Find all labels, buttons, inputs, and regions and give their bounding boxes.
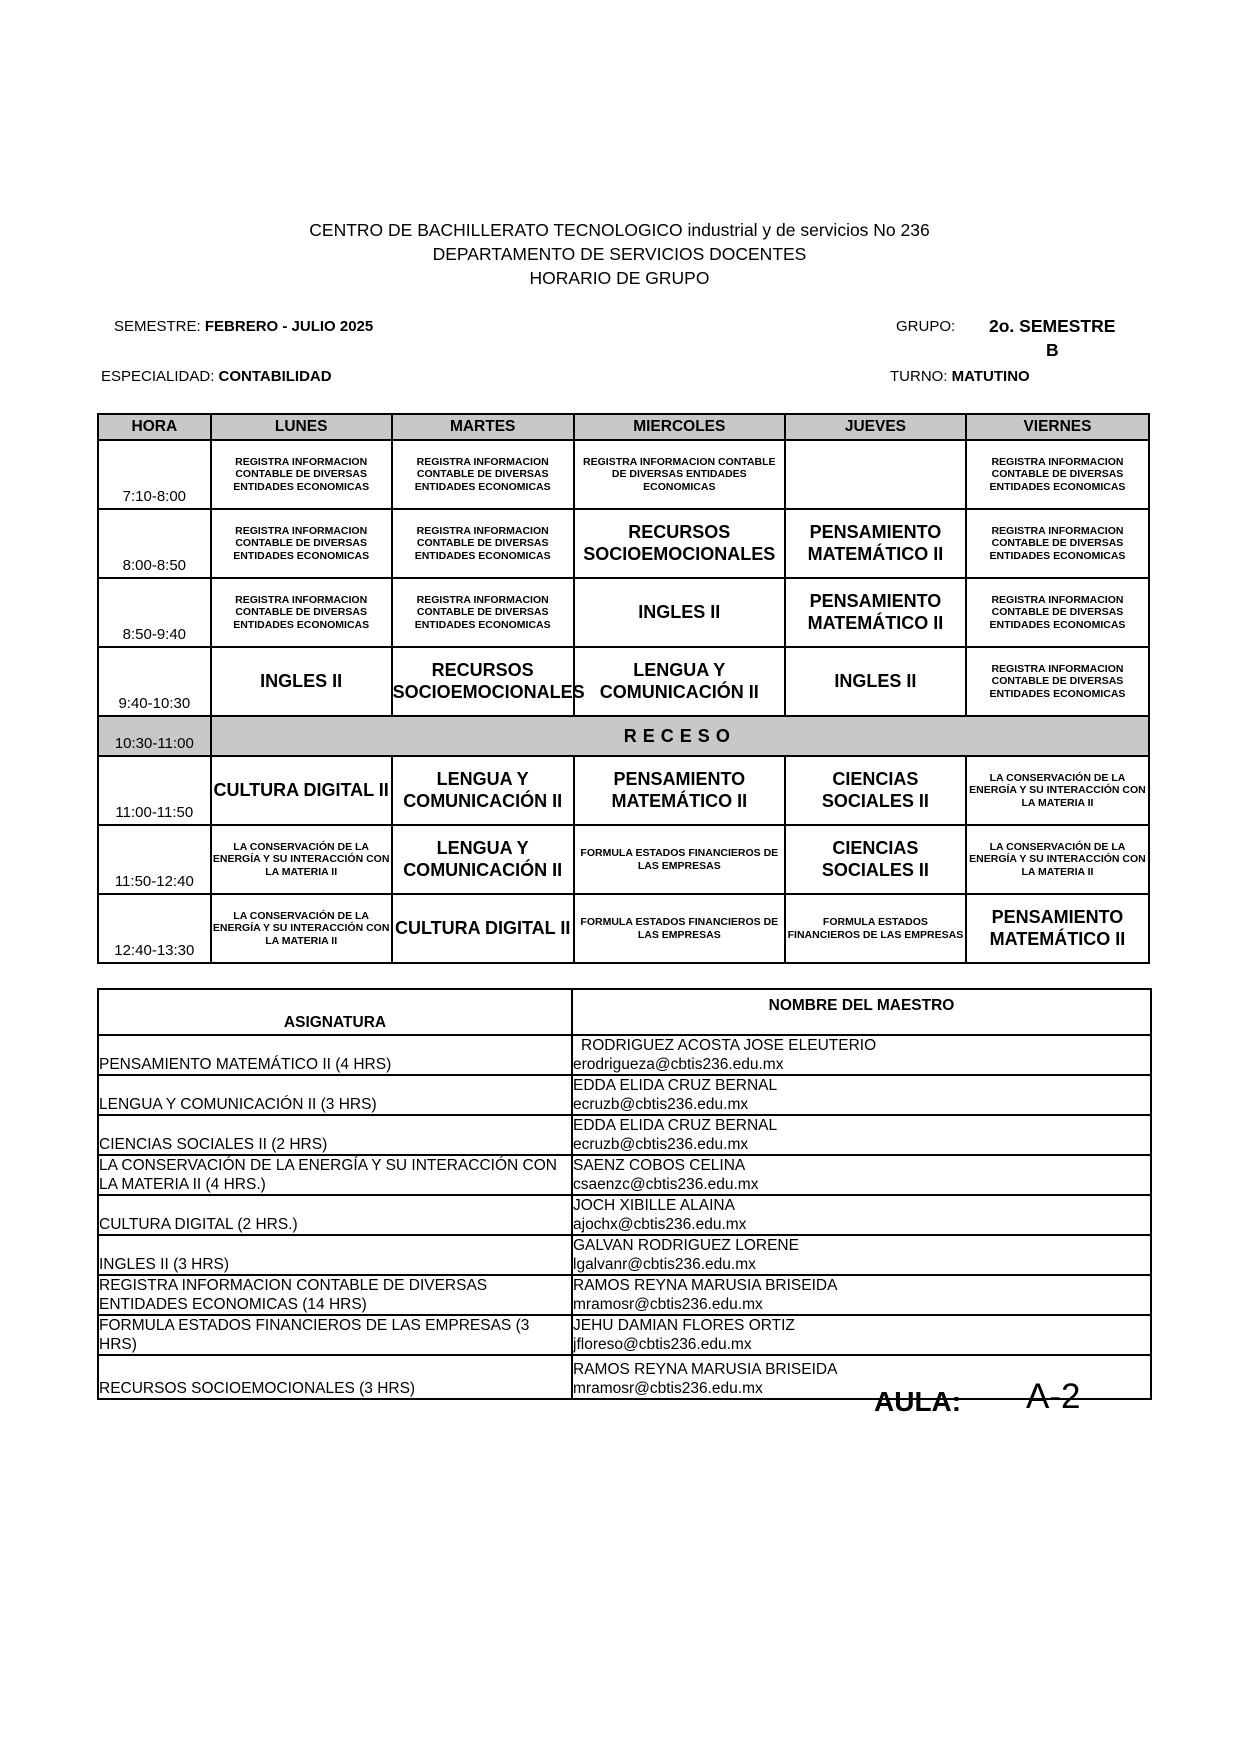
schedule-header-row	[98, 414, 1149, 440]
aula-value: A-2	[1026, 1377, 1081, 1416]
maestro-email: jfloreso@cbtis236.edu.mx	[573, 1336, 752, 1353]
class-cell: REGISTRA INFORMACION CONTABLE DE DIVERSAS ENTIDADES ECONOMICAS	[574, 440, 785, 509]
class-cell: FORMULA ESTADOS FINANCIEROS DE LAS EMPRESAS	[574, 825, 785, 894]
class-cell: PENSAMIENTO MATEMÁTICO II	[966, 894, 1149, 963]
asignatura-cell: RECURSOS SOCIOEMOCIONALES (3 HRS)	[98, 1355, 572, 1399]
class-cell: CIENCIAS SOCIALES II	[785, 756, 966, 825]
class-cell-empty	[785, 440, 966, 509]
class-cell: REGISTRA INFORMACION CONTABLE DE DIVERSAS ENTIDADES ECONOMICAS	[966, 578, 1149, 647]
teacher-row	[98, 1075, 1151, 1115]
asignatura-cell: PENSAMIENTO MATEMÁTICO II (4 HRS)	[98, 1035, 572, 1075]
asignatura-cell: INGLES II (3 HRS)	[98, 1235, 572, 1275]
grupo-value-semestre: 2o. SEMESTRE	[989, 316, 1116, 336]
hora-cell: 12:40-13:30	[98, 894, 211, 963]
schedule-row	[98, 894, 1149, 963]
receso-label: RECESO	[211, 716, 1149, 756]
schedule-row	[98, 825, 1149, 894]
turno-label: TURNO:	[890, 368, 948, 385]
maestro-name: RAMOS REYNA MARUSIA BRISEIDA	[573, 1361, 838, 1378]
maestro-email: lgalvanr@cbtis236.edu.mx	[573, 1256, 756, 1273]
maestro-name: RODRIGUEZ ACOSTA JOSE ELEUTERIO	[581, 1037, 877, 1054]
class-cell: LA CONSERVACIÓN DE LA ENERGÍA Y SU INTERACCIÓN CON LA MATERIA II	[211, 825, 392, 894]
class-cell: REGISTRA INFORMACION CONTABLE DE DIVERSAS ENTIDADES ECONOMICAS	[966, 509, 1149, 578]
maestro-cell	[572, 1315, 1151, 1355]
class-cell: REGISTRA INFORMACION CONTABLE DE DIVERSAS ENTIDADES ECONOMICAS	[392, 440, 574, 509]
header-department: DEPARTAMENTO DE SERVICIOS DOCENTES	[432, 244, 807, 264]
maestro-cell	[572, 1275, 1151, 1315]
maestro-cell	[572, 1235, 1151, 1275]
document-header	[0, 218, 1239, 290]
asignatura-cell: LENGUA Y COMUNICACIÓN II (3 HRS)	[98, 1075, 572, 1115]
hora-cell: 11:50-12:40	[98, 825, 211, 894]
teachers-header-row	[98, 989, 1151, 1035]
semestre-label: SEMESTRE:	[114, 318, 201, 335]
class-cell: PENSAMIENTO MATEMÁTICO II	[574, 756, 785, 825]
maestro-email: ecruzb@cbtis236.edu.mx	[573, 1096, 749, 1113]
semestre-info	[114, 318, 373, 335]
class-cell: REGISTRA INFORMACION CONTABLE DE DIVERSAS ENTIDADES ECONOMICAS	[392, 578, 574, 647]
hora-cell: 10:30-11:00	[98, 716, 211, 756]
hora-cell: 8:50-9:40	[98, 578, 211, 647]
receso-row	[98, 716, 1149, 756]
class-cell: REGISTRA INFORMACION CONTABLE DE DIVERSAS ENTIDADES ECONOMICAS	[392, 509, 574, 578]
asignatura-cell: FORMULA ESTADOS FINANCIEROS DE LAS EMPRESAS (3 HRS)	[98, 1315, 572, 1355]
col-header-hora: HORA	[98, 414, 211, 440]
col-header-viernes: VIERNES	[966, 414, 1149, 440]
maestro-name: SAENZ COBOS CELINA	[573, 1157, 746, 1174]
teachers-table	[97, 988, 1152, 1400]
class-cell: LA CONSERVACIÓN DE LA ENERGÍA Y SU INTERACCIÓN CON LA MATERIA II	[211, 894, 392, 963]
class-cell: PENSAMIENTO MATEMÁTICO II	[785, 509, 966, 578]
class-cell: RECURSOS SOCIOEMOCIONALES	[574, 509, 785, 578]
maestro-cell	[572, 1075, 1151, 1115]
class-cell: CULTURA DIGITAL II	[392, 894, 574, 963]
especialidad-value: CONTABILIDAD	[218, 368, 332, 385]
asignatura-cell: LA CONSERVACIÓN DE LA ENERGÍA Y SU INTERACCIÓN CON LA MATERIA II (4 HRS.)	[98, 1155, 572, 1195]
teacher-row	[98, 1355, 1151, 1399]
class-cell: INGLES II	[574, 578, 785, 647]
maestro-email: erodrigueza@cbtis236.edu.mx	[573, 1056, 784, 1073]
class-cell: CIENCIAS SOCIALES II	[785, 825, 966, 894]
maestro-cell	[572, 1035, 1151, 1075]
asignatura-cell: REGISTRA INFORMACION CONTABLE DE DIVERSAS ENTIDADES ECONOMICAS (14 HRS)	[98, 1275, 572, 1315]
teacher-row	[98, 1235, 1151, 1275]
hora-cell: 8:00-8:50	[98, 509, 211, 578]
col-header-lunes: LUNES	[211, 414, 392, 440]
header-title: HORARIO DE GRUPO	[529, 268, 710, 288]
maestro-email: mramosr@cbtis236.edu.mx	[573, 1380, 763, 1397]
maestro-email: mramosr@cbtis236.edu.mx	[573, 1296, 763, 1313]
hora-cell: 9:40-10:30	[98, 647, 211, 716]
maestro-cell	[572, 1155, 1151, 1195]
col-header-jueves: JUEVES	[785, 414, 966, 440]
class-cell: REGISTRA INFORMACION CONTABLE DE DIVERSAS ENTIDADES ECONOMICAS	[966, 440, 1149, 509]
class-cell: REGISTRA INFORMACION CONTABLE DE DIVERSAS ENTIDADES ECONOMICAS	[211, 578, 392, 647]
schedule-row	[98, 756, 1149, 825]
class-cell: REGISTRA INFORMACION CONTABLE DE DIVERSAS ENTIDADES ECONOMICAS	[966, 647, 1149, 716]
class-cell: INGLES II	[211, 647, 392, 716]
teacher-row	[98, 1195, 1151, 1235]
semestre-value: FEBRERO - JULIO 2025	[204, 318, 374, 335]
class-cell: LA CONSERVACIÓN DE LA ENERGÍA Y SU INTERACCIÓN CON LA MATERIA II	[966, 825, 1149, 894]
maestro-email: ecruzb@cbtis236.edu.mx	[573, 1136, 749, 1153]
class-cell: RECURSOS SOCIOEMOCIONALES	[392, 647, 574, 716]
schedule-row	[98, 509, 1149, 578]
schedule-row	[98, 440, 1149, 509]
class-cell: LA CONSERVACIÓN DE LA ENERGÍA Y SU INTERACCIÓN CON LA MATERIA II	[966, 756, 1149, 825]
asignatura-cell: CIENCIAS SOCIALES II (2 HRS)	[98, 1115, 572, 1155]
class-cell: FORMULA ESTADOS FINANCIEROS DE LAS EMPRESAS	[574, 894, 785, 963]
maestro-name: RAMOS REYNA MARUSIA BRISEIDA	[573, 1277, 838, 1294]
grupo-value-letter: B	[1046, 340, 1059, 360]
teacher-row	[98, 1315, 1151, 1355]
grupo-label: GRUPO:	[896, 318, 956, 335]
header-institution: CENTRO DE BACHILLERATO TECNOLOGICO industrial y de servicios No 236	[309, 220, 930, 240]
teacher-row	[98, 1115, 1151, 1155]
maestro-name: GALVAN RODRIGUEZ LORENE	[573, 1237, 799, 1254]
class-cell: PENSAMIENTO MATEMÁTICO II	[785, 578, 966, 647]
especialidad-label: ESPECIALIDAD:	[101, 368, 215, 385]
maestro-email: ajochx@cbtis236.edu.mx	[573, 1216, 747, 1233]
col-header-asignatura: ASIGNATURA	[98, 989, 572, 1035]
class-cell: REGISTRA INFORMACION CONTABLE DE DIVERSAS ENTIDADES ECONOMICAS	[211, 440, 392, 509]
class-cell: REGISTRA INFORMACION CONTABLE DE DIVERSAS ENTIDADES ECONOMICAS	[211, 509, 392, 578]
turno-info	[890, 368, 1030, 385]
turno-value: MATUTINO	[951, 368, 1030, 385]
maestro-cell	[572, 1195, 1151, 1235]
hora-cell: 11:00-11:50	[98, 756, 211, 825]
schedule-table	[97, 413, 1150, 964]
especialidad-info	[101, 368, 332, 385]
class-cell: FORMULA ESTADOS FINANCIEROS DE LAS EMPRESAS	[785, 894, 966, 963]
schedule-row	[98, 578, 1149, 647]
asignatura-cell: CULTURA DIGITAL (2 HRS.)	[98, 1195, 572, 1235]
maestro-name: JEHU DAMIAN FLORES ORTIZ	[573, 1317, 795, 1334]
schedule-row	[98, 647, 1149, 716]
maestro-name: EDDA ELIDA CRUZ BERNAL	[573, 1077, 778, 1094]
class-cell: CULTURA DIGITAL II	[211, 756, 392, 825]
aula-label: AULA:	[874, 1386, 962, 1417]
class-cell: LENGUA Y COMUNICACIÓN II	[574, 647, 785, 716]
teacher-row	[98, 1035, 1151, 1075]
class-cell: INGLES II	[785, 647, 966, 716]
teacher-row	[98, 1275, 1151, 1315]
maestro-name: JOCH XIBILLE ALAINA	[573, 1197, 735, 1214]
maestro-cell	[572, 1115, 1151, 1155]
teacher-row	[98, 1155, 1151, 1195]
col-header-maestro: NOMBRE DEL MAESTRO	[572, 989, 1151, 1035]
class-cell: LENGUA Y COMUNICACIÓN II	[392, 825, 574, 894]
maestro-email: csaenzc@cbtis236.edu.mx	[573, 1176, 759, 1193]
hora-cell: 7:10-8:00	[98, 440, 211, 509]
class-cell: LENGUA Y COMUNICACIÓN II	[392, 756, 574, 825]
maestro-name: EDDA ELIDA CRUZ BERNAL	[573, 1117, 778, 1134]
col-header-miercoles: MIERCOLES	[574, 414, 785, 440]
col-header-martes: MARTES	[392, 414, 574, 440]
